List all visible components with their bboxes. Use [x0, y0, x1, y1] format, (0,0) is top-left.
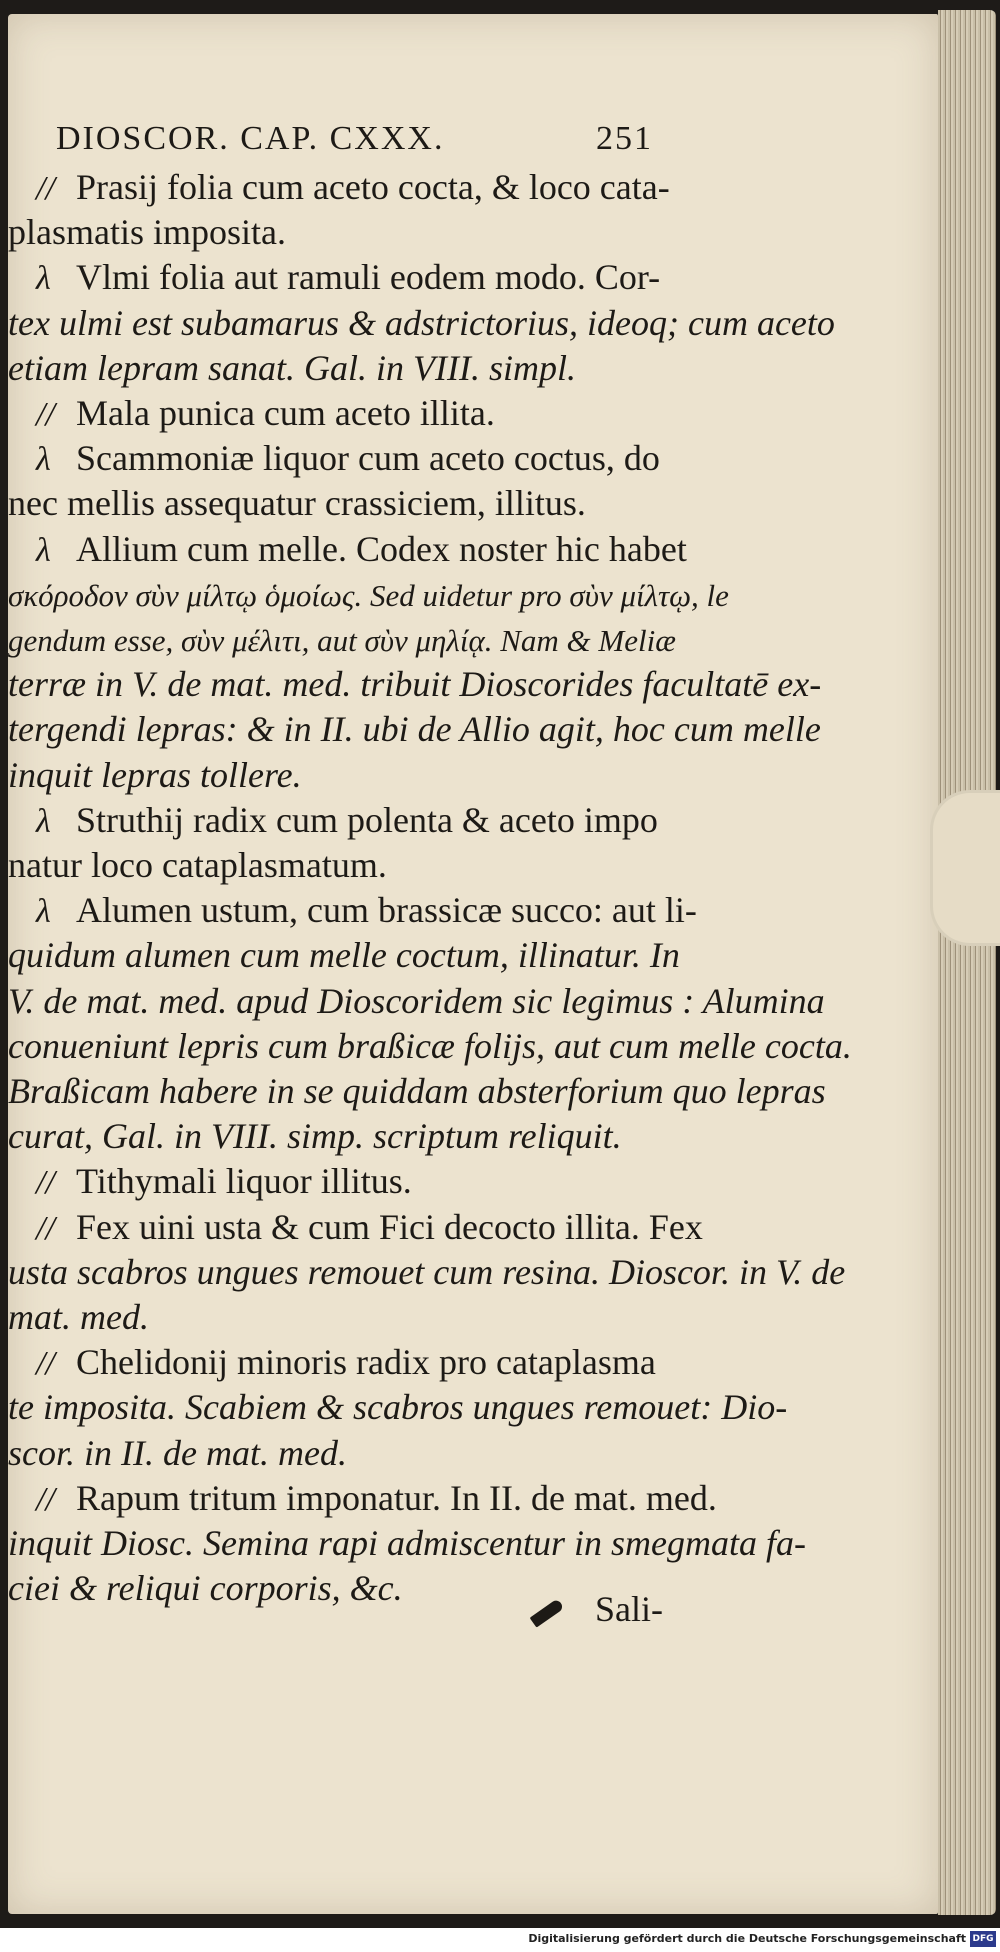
page-clip-tab	[930, 790, 1000, 946]
folio-number: 251	[596, 120, 653, 157]
text-line	[36, 435, 660, 483]
text-line-content: terræ in V. de mat. med. tribuit Dioscorides facultatē ex-	[8, 664, 822, 705]
text-line	[36, 254, 660, 302]
text-line-content: scor. in II. de mat. med.	[8, 1432, 347, 1473]
slash-marginal-mark: //	[36, 1345, 55, 1383]
text-line-content: Vlmi folia aut ramuli eodem modo. Cor-	[76, 257, 661, 298]
text-line	[8, 209, 286, 255]
text-line	[8, 1430, 347, 1476]
text-line	[8, 842, 387, 888]
slash-marginal-mark: //	[36, 1209, 55, 1247]
text-line-content: te imposita. Scabiem & scabros ungues remouet: Dio-	[8, 1387, 788, 1428]
book-fore-edge	[938, 10, 996, 1915]
digitization-footer	[0, 1928, 1000, 1952]
lambda-marginal-mark: λ	[36, 893, 51, 931]
text-line	[8, 978, 825, 1024]
text-line	[36, 164, 670, 212]
text-line-content: etiam lepram sanat. Gal. in VIII. simpl.	[8, 347, 576, 388]
text-line-content: Prasij folia cum aceto cocta, & loco cata-	[76, 167, 670, 207]
text-line-content: inquit lepras tollere.	[8, 754, 302, 795]
text-line-content: tergendi lepras: & in II. ubi de Allio agit, hoc cum melle	[8, 709, 821, 750]
slash-marginal-mark: //	[36, 170, 55, 207]
pointing-mark-icon	[530, 1598, 565, 1627]
footer-credit: Digitalisierung gefördert durch die Deutsche Forschungsgemeinschaft	[528, 1932, 966, 1945]
text-line-content: conueniunt lepris cum braßicæ folijs, aut cum melle cocta.	[8, 1025, 852, 1066]
text-line-content: Tithymali liquor illitus.	[76, 1161, 412, 1202]
dfg-logo: DFG	[970, 1931, 996, 1947]
text-line-content: Mala punica cum aceto illita.	[76, 393, 495, 433]
text-line	[8, 300, 835, 346]
text-line-content: Struthij radix cum polenta & aceto impo	[76, 799, 658, 840]
text-line	[36, 797, 658, 845]
text-line	[36, 1475, 717, 1523]
text-line-content: curat, Gal. in VIII. simp. scriptum reliquit.	[8, 1116, 622, 1157]
slash-marginal-mark: //	[36, 1480, 55, 1518]
text-line-content: quidum alumen cum melle coctum, illinatur. In	[8, 935, 680, 976]
text-line	[8, 661, 821, 707]
lambda-marginal-mark: λ	[36, 260, 51, 298]
text-line	[8, 752, 302, 798]
slash-marginal-mark: //	[36, 1164, 55, 1202]
text-line	[36, 390, 495, 438]
lambda-marginal-mark: λ	[36, 802, 51, 840]
text-line	[8, 1249, 845, 1295]
text-line	[8, 1520, 806, 1566]
running-head	[56, 120, 653, 158]
running-head-title: DIOSCOR. CAP. CXXX.	[56, 120, 445, 157]
text-line	[36, 887, 697, 935]
text-line-content: mat. med.	[8, 1297, 149, 1337]
text-line	[36, 526, 687, 574]
text-line-content: gendum esse, σὺν μέλιτι, aut σὺν μηλίᾳ. Nam & Meliæ	[8, 623, 676, 658]
text-line-content: tex ulmi est subamarus & adstrictorius, ideoq; cum aceto	[8, 302, 835, 343]
text-line-content: Braßicam habere in se quiddam absterforium quo lepras	[8, 1071, 826, 1111]
text-line-content: Chelidonij minoris radix pro cataplasma	[76, 1342, 656, 1383]
text-line	[8, 1565, 403, 1611]
lambda-marginal-mark: λ	[36, 441, 51, 479]
text-line	[8, 480, 586, 526]
text-line-content: Fex uini usta & cum Fici decocto illita. Fex	[76, 1206, 703, 1247]
text-line	[8, 1113, 622, 1159]
text-line	[36, 1339, 656, 1387]
text-line-content: V. de mat. med. apud Dioscoridem sic legimus : Alumina	[8, 980, 825, 1021]
text-line-content: plasmatis imposita.	[8, 212, 286, 253]
text-line-content: ciei & reliqui corporis, &c.	[8, 1568, 403, 1609]
text-line	[8, 1023, 852, 1069]
text-line	[36, 1204, 703, 1252]
text-line	[8, 932, 680, 978]
text-line	[8, 345, 576, 391]
text-line	[8, 1384, 787, 1430]
text-line-content: inquit Diosc. Semina rapi admiscentur in smegmata fa-	[8, 1523, 806, 1563]
text-line-content: Alumen ustum, cum brassicæ succo: aut li-	[76, 890, 697, 931]
lambda-marginal-mark: λ	[36, 531, 51, 569]
catchword-text: Sali-	[595, 1589, 663, 1629]
slash-marginal-mark: //	[36, 396, 55, 433]
text-line	[8, 616, 676, 664]
text-line-content: Rapum tritum imponatur. In II. de mat. med.	[76, 1477, 717, 1518]
catchword	[530, 1588, 663, 1630]
text-line-content: σκόροδον σὺν μίλτῳ ὁμοίως. Sed uidetur pro σὺν μίλτῳ, le	[8, 577, 729, 613]
text-line-content: natur loco cataplasmatum.	[8, 845, 387, 885]
text-line-content: Scammoniæ liquor cum aceto coctus, do	[76, 438, 660, 479]
text-line	[8, 1294, 149, 1340]
text-line	[8, 571, 729, 619]
text-line-content: usta scabros ungues remouet cum resina. Dioscor. in V. de	[8, 1251, 846, 1292]
text-line	[8, 1068, 826, 1114]
text-line	[8, 706, 821, 752]
text-line-content: nec mellis assequatur crassiciem, illitus.	[8, 483, 586, 524]
text-line	[36, 1158, 412, 1206]
text-line-content: Allium cum melle. Codex noster hic habet	[76, 528, 687, 569]
